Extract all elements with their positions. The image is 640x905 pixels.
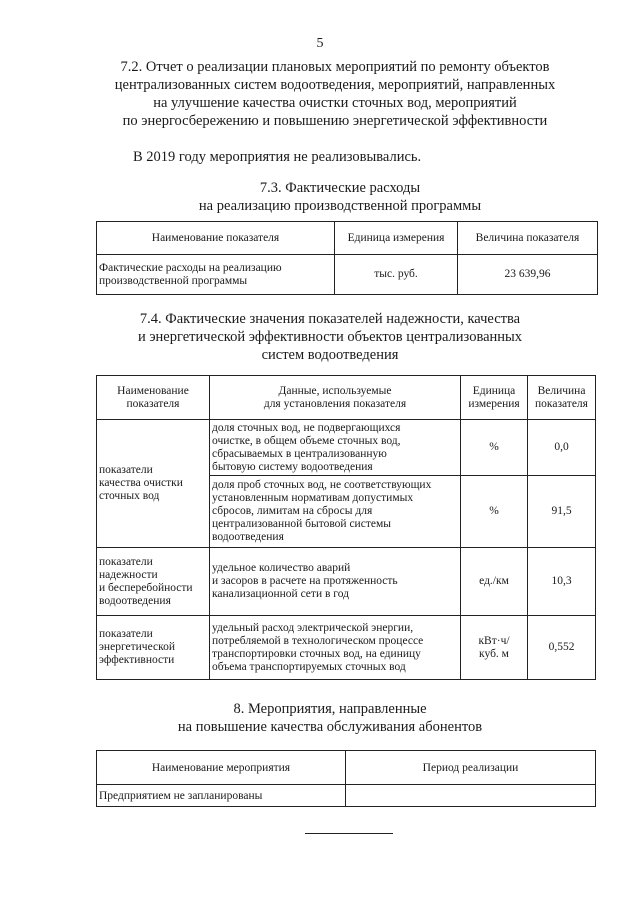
heading-line: 7.2. Отчет о реализации плановых мероприятий по ремонту объектов — [120, 59, 550, 75]
cell-line: энергетической — [99, 641, 175, 653]
table-cell: % — [461, 420, 528, 476]
table-cell — [210, 476, 461, 548]
table-header — [210, 376, 461, 420]
cell-line: кВт·ч/ — [478, 634, 510, 647]
table-header: Величина показателя — [458, 222, 598, 255]
heading-line: 7.3. Фактические расходы — [259, 180, 421, 196]
cell-line: измерения — [468, 397, 520, 410]
cell-line: показатели — [99, 555, 153, 568]
table-cell: 0,0 — [528, 420, 596, 476]
table-cell: 0,552 — [528, 616, 596, 680]
section-8-heading — [140, 700, 520, 736]
heading-line: 7.4. Фактические значения показателей надежности, качества — [139, 311, 521, 327]
expenses-table — [96, 221, 598, 295]
cell-line: потребляемой в технологическом процессе — [212, 634, 424, 647]
heading-line: 8. Мероприятия, направленные — [233, 701, 427, 717]
table-cell: % — [461, 476, 528, 548]
section-7-3-heading — [180, 179, 500, 215]
cell-line: показателя — [535, 397, 588, 410]
heading-line: централизованных систем водоотведения, мероприятий, направленных — [114, 77, 556, 93]
cell-line: транспортировки сточных вод, на единицу — [212, 647, 421, 660]
cell-line: и засоров в расчете на протяженность — [212, 575, 398, 587]
heading-line: и энергетической эффективности объектов централизованных — [137, 329, 523, 345]
table-header — [461, 376, 528, 420]
table-cell: 10,3 — [528, 548, 596, 616]
table-cell — [97, 255, 335, 295]
table-header: Наименование мероприятия — [97, 751, 346, 785]
page-number: 5 — [316, 36, 324, 51]
cell-line: куб. м — [479, 647, 509, 660]
cell-line: доля проб сточных вод, не соответствующих — [212, 479, 432, 491]
cell-line: канализационной сети в год — [212, 588, 349, 600]
heading-line: на повышение качества обслуживания абонентов — [177, 719, 483, 735]
cell-line: централизованной бытовой системы — [212, 518, 391, 530]
table-header: Наименование показателя — [97, 222, 335, 255]
cell-line: удельное количество аварий — [212, 562, 351, 574]
cell-line: очистке, в общем объеме сточных вод, — [212, 434, 401, 447]
cell-line: Фактические расходы на реализацию — [99, 261, 282, 274]
table-header: Единица измерения — [335, 222, 458, 255]
table-cell — [346, 785, 596, 807]
table-cell — [97, 616, 210, 680]
cell-line: водоотведения — [212, 531, 284, 543]
table-cell — [210, 548, 461, 616]
section-7-2-paragraph: В 2019 году мероприятия не реализовывались. — [133, 149, 422, 165]
table-cell: Предприятием не запланированы — [97, 785, 346, 807]
cell-line: Величина — [537, 384, 586, 397]
cell-line: сбрасываемых в централизованную — [212, 447, 387, 460]
heading-line: по энергосбережению и повышению энергетической эффективности — [122, 113, 548, 129]
table-cell — [461, 616, 528, 680]
section-7-4-heading — [110, 310, 550, 364]
cell-line: сбросов, лимитам на сбросы для — [212, 505, 373, 517]
cell-line: показатели — [99, 464, 153, 476]
cell-line: установленным нормативам допустимых — [212, 492, 414, 504]
heading-line: на улучшение качества очистки сточных вод, мероприятий — [153, 95, 517, 111]
cell-line: водоотведения — [99, 594, 171, 607]
table-cell — [97, 548, 210, 616]
cell-line: эффективности — [99, 654, 175, 666]
cell-line: Наименование — [117, 384, 189, 397]
heading-line: на реализацию производственной программы — [198, 198, 482, 214]
activities-table — [96, 750, 596, 807]
table-cell — [210, 420, 461, 476]
table-header — [97, 376, 210, 420]
table-cell: 23 639,96 — [458, 255, 598, 295]
table-header: Период реализации — [346, 751, 596, 785]
cell-line: Данные, используемые — [278, 384, 392, 397]
cell-line: качества очистки — [99, 477, 183, 489]
cell-line: для установления показателя — [263, 397, 407, 410]
cell-line: доля сточных вод, не подвергающихся — [212, 421, 401, 434]
cell-line: сточных вод — [99, 490, 160, 502]
table-cell: тыс. руб. — [335, 255, 458, 295]
cell-line: объема транспортируемых сточных вод — [212, 660, 406, 673]
cell-line: бытовую систему водоотведения — [212, 460, 373, 473]
table-cell: ед./км — [461, 548, 528, 616]
table-cell — [210, 616, 461, 680]
section-7-2-heading — [105, 58, 565, 130]
table-cell: 91,5 — [528, 476, 596, 548]
table-cell — [97, 420, 210, 548]
end-rule — [305, 833, 393, 834]
indicators-table — [96, 375, 596, 680]
cell-line: показатели — [99, 628, 153, 640]
cell-line: Единица — [472, 384, 516, 397]
heading-line: систем водоотведения — [261, 347, 399, 363]
cell-line: показателя — [126, 397, 180, 410]
cell-line: удельный расход электрической энергии, — [212, 621, 414, 634]
cell-line: и бесперебойности — [99, 581, 193, 594]
cell-line: производственной программы — [99, 274, 248, 287]
cell-line: надежности — [99, 568, 158, 581]
table-header — [528, 376, 596, 420]
